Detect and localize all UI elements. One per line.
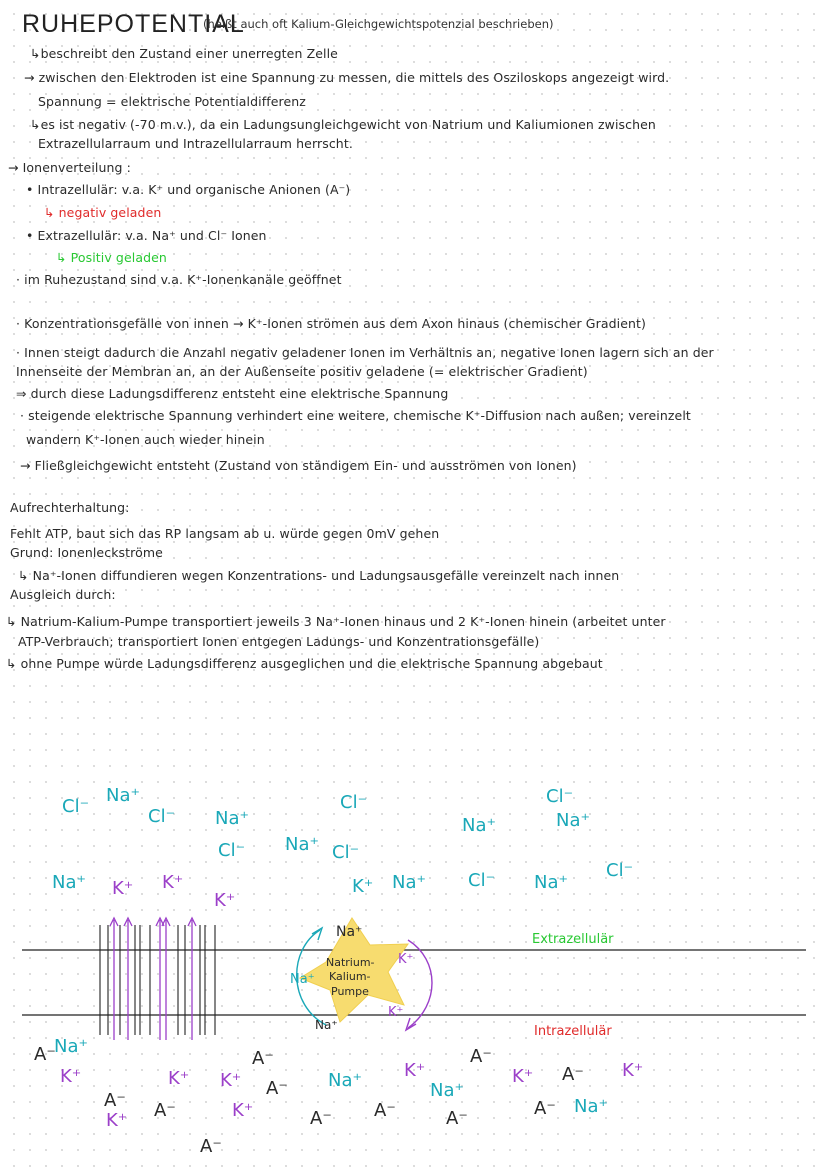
pump-na-left: Na⁺ <box>290 972 315 987</box>
ion-label: Na⁺ <box>556 810 590 831</box>
ion-label: Na⁺ <box>52 872 86 893</box>
intracellular-label: Intrazellulär <box>534 1024 612 1039</box>
ion-label: K⁺ <box>622 1060 644 1081</box>
ion-label: Cl⁻ <box>332 842 360 863</box>
ion-label: Cl⁻ <box>218 840 246 861</box>
ion-label: K⁺ <box>404 1060 426 1081</box>
ion-label: Na⁺ <box>430 1080 464 1101</box>
ion-label: Na⁺ <box>392 872 426 893</box>
ion-label: K⁺ <box>60 1066 82 1087</box>
ion-label: Na⁺ <box>328 1070 362 1091</box>
text-line: wandern K⁺-Ionen auch wieder hinein <box>26 432 265 447</box>
ion-label: Na⁺ <box>534 872 568 893</box>
ion-label: K⁺ <box>512 1066 534 1087</box>
pump-k-bottom: K⁺ <box>388 1005 404 1020</box>
ion-label: Cl⁻ <box>148 806 176 827</box>
pump-k-right: K⁺ <box>398 952 414 967</box>
ion-label: A⁻ <box>310 1108 332 1129</box>
ion-label: A⁻ <box>534 1098 556 1119</box>
text-line: ↳ Na⁺-Ionen diffundieren wegen Konzentrations- und Ladungsausgefälle vereinzelt nach innen <box>18 568 620 583</box>
text-line: Aufrechterhaltung: <box>10 500 130 515</box>
text-line: Ausgleich durch: <box>10 587 116 602</box>
pump-na-bottom: Na⁺ <box>315 1018 338 1032</box>
text-line: · Konzentrationsgefälle von innen → K⁺-Ionen strömen aus dem Axon hinaus (chemischer Gradient) <box>16 316 646 331</box>
text-line-red: ↳ negativ geladen <box>44 205 162 220</box>
text-line: ↳ ohne Pumpe würde Ladungsdifferenz ausgeglichen und die elektrische Spannung abgebaut <box>6 656 603 671</box>
ion-label: A⁻ <box>200 1136 222 1157</box>
text-line: • Intrazellulär: v.a. K⁺ und organische Anionen (A⁻) <box>26 182 351 197</box>
text-line: ↳es ist negativ (-70 m.v.), da ein Ladungsungleichgewicht von Natrium und Kaliumionen zwischen <box>30 117 656 132</box>
text-line: → Ionenverteilung : <box>8 160 131 175</box>
ion-label: K⁺ <box>220 1070 242 1091</box>
ion-label: K⁺ <box>106 1110 128 1131</box>
ion-label: Na⁺ <box>574 1096 608 1117</box>
text-line: Extrazellularraum und Intrazellularraum herrscht. <box>38 136 353 151</box>
ion-label: A⁻ <box>266 1078 288 1099</box>
text-line: ⇒ durch diese Ladungsdifferenz entsteht eine elektrische Spannung <box>16 386 449 401</box>
ion-label: K⁺ <box>352 876 374 897</box>
ion-label: Cl⁻ <box>606 860 634 881</box>
text-line: · im Ruhezustand sind v.a. K⁺-Ionenkanäle geöffnet <box>16 272 342 287</box>
text-line: · Innen steigt dadurch die Anzahl negativ geladener Ionen im Verhältnis an, negative Ionen lagern sich an der <box>16 345 714 360</box>
pump-label-line3: Pumpe <box>331 985 369 998</box>
page-title: RUHEPOTENTIAL <box>22 10 245 38</box>
ion-label: Cl⁻ <box>546 786 574 807</box>
ion-label: Na⁺ <box>285 834 319 855</box>
ion-label: K⁺ <box>232 1100 254 1121</box>
ion-label: K⁺ <box>214 890 236 911</box>
ion-label: A⁻ <box>470 1046 492 1067</box>
ion-label: Cl⁻ <box>62 796 90 817</box>
ion-label: Cl⁻ <box>340 792 368 813</box>
text-line-green: ↳ Positiv geladen <box>56 250 167 265</box>
ion-label: K⁺ <box>168 1068 190 1089</box>
extracellular-label: Extrazellulär <box>532 932 614 947</box>
text-line: → zwischen den Elektroden ist eine Spannung zu messen, die mittels des Osziloskops angezeigt wird. <box>24 70 670 85</box>
pump-label-line2: Kalium- <box>329 970 371 983</box>
pump-label-line1: Natrium- <box>326 956 375 969</box>
ion-label: A⁻ <box>34 1044 56 1065</box>
ion-label: A⁻ <box>562 1064 584 1085</box>
page-subtitle: (heißt auch oft Kalium-Gleichgewichtspotenzial beschrieben) <box>203 17 554 31</box>
text-line: Spannung = elektrische Potentialdifferenz <box>38 94 306 109</box>
ion-label: A⁻ <box>374 1100 396 1121</box>
text-line: · steigende elektrische Spannung verhindert eine weitere, chemische K⁺-Diffusion nach außen; vereinzelt <box>20 408 691 423</box>
ion-label: Na⁺ <box>462 815 496 836</box>
text-line: ↳ Natrium-Kalium-Pumpe transportiert jeweils 3 Na⁺-Ionen hinaus und 2 K⁺-Ionen hinein (arbeitet unter <box>6 614 666 629</box>
ion-label: Na⁺ <box>215 808 249 829</box>
ion-label: Na⁺ <box>106 785 140 806</box>
ion-label: Na⁺ <box>54 1036 88 1057</box>
ion-label: A⁻ <box>252 1048 274 1069</box>
ion-label: A⁻ <box>154 1100 176 1121</box>
pump-na-top: Na⁺ <box>336 924 363 940</box>
text-line: Grund: Ionenleckströme <box>10 545 163 560</box>
text-line: ATP-Verbrauch; transportiert Ionen entgegen Ladungs- und Konzentrationsgefälle) <box>18 634 540 649</box>
ion-label: A⁻ <box>104 1090 126 1111</box>
ion-label: K⁺ <box>112 878 134 899</box>
k-efflux-arrows <box>110 918 196 1040</box>
ion-channels <box>100 925 215 1035</box>
text-line: ↳beschreibt den Zustand einer unerregten Zelle <box>30 46 338 61</box>
text-line: → Fließgleichgewicht entsteht (Zustand von ständigem Ein- und ausströmen von Ionen) <box>20 458 577 473</box>
text-line: Innenseite der Membran an, an der Außenseite positiv geladene (= elektrischer Gradient) <box>16 364 588 379</box>
ion-label: Cl⁻ <box>468 870 496 891</box>
text-line: • Extrazellulär: v.a. Na⁺ und Cl⁻ Ionen <box>26 228 267 243</box>
text-line: Fehlt ATP, baut sich das RP langsam ab u. würde gegen 0mV gehen <box>10 526 440 541</box>
ion-label: K⁺ <box>162 872 184 893</box>
ion-label: A⁻ <box>446 1108 468 1129</box>
